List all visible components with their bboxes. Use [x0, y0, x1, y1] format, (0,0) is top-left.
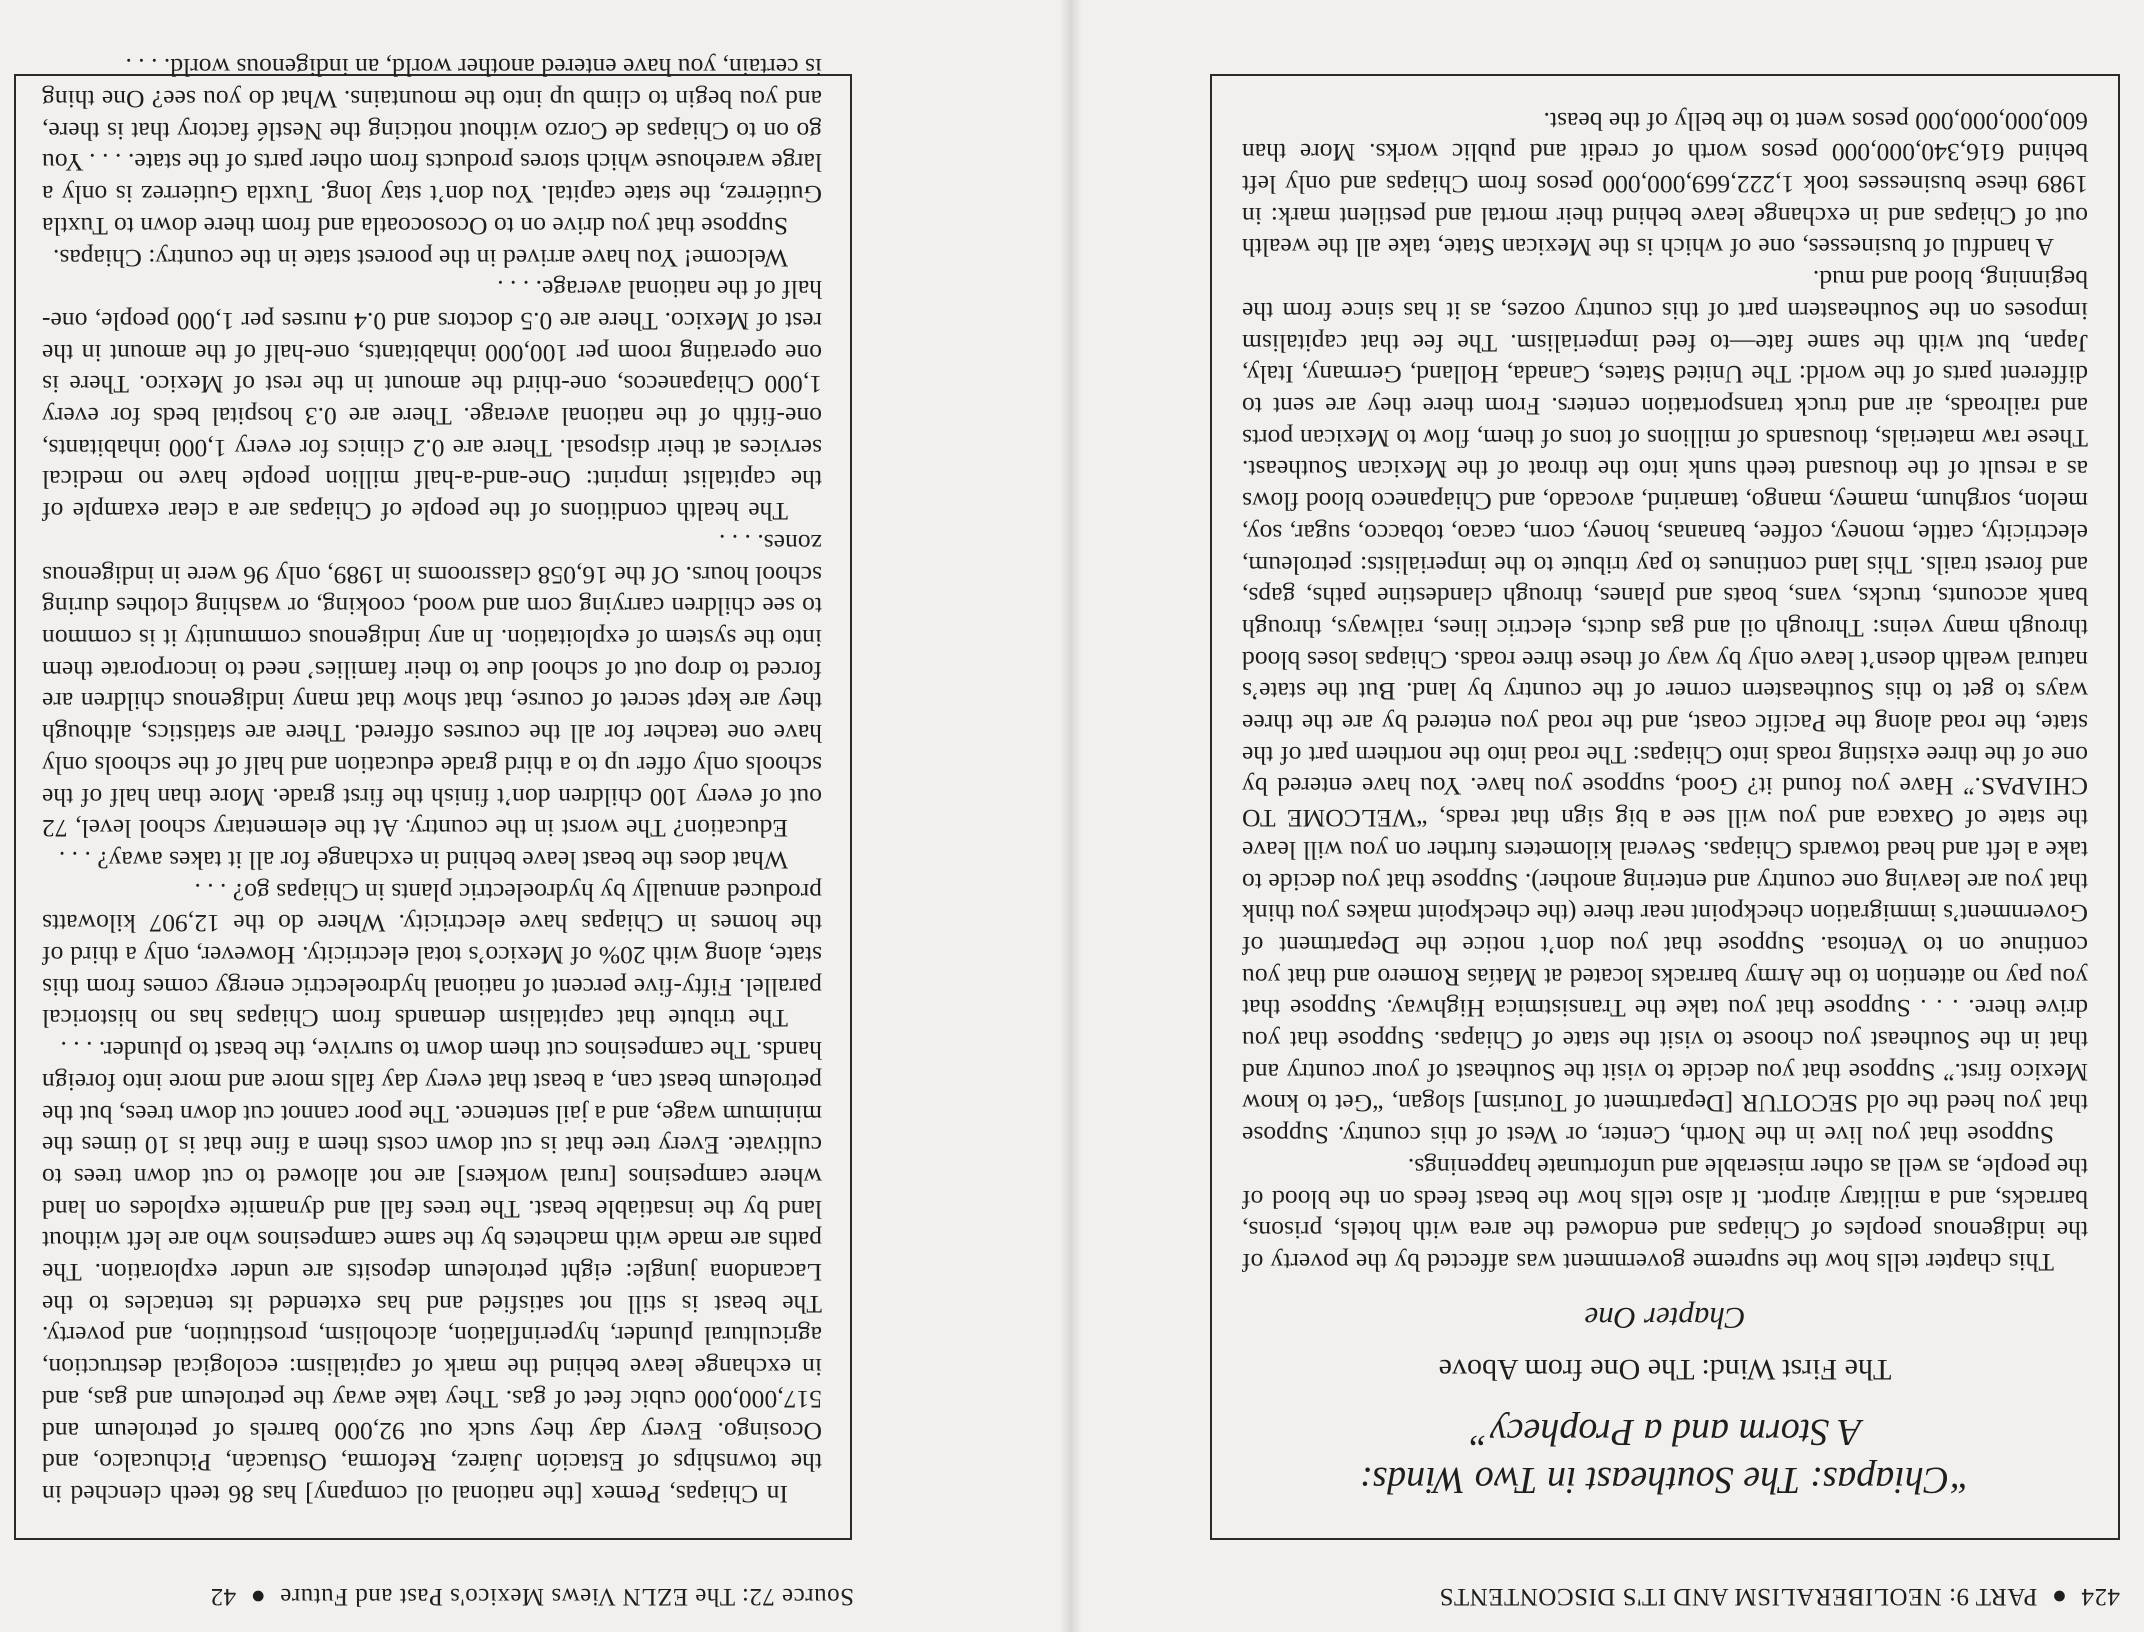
- right-running-head: [210, 1582, 854, 1610]
- bullet-icon: ●: [250, 1583, 266, 1610]
- document-title: [1242, 1408, 2088, 1504]
- source-label: Source 72: The EZLN Views Mexico's Past and Future: [279, 1583, 854, 1610]
- paragraph: In Chiapas, Pemex [the national oil company] has 86 teeth clenched in the townships of Estación Juárez, Reforma, Ostuacán, Pichucalco, and Ocosingo. Every day they suck out 92,000 barrels of petroleum and 517,000,000 cubic feet of gas. They take away the petroleum and gas, and in exchange leave behind the mark of capitalism: ecological destruction, agricultural plunder, hyperinflation, alcoholism, prostitution, and poverty. The beast is still not satisfied and has extended its tentacles to the Lacandona jungle: eight petroleum deposits are under exploration. The paths are made with machetes by the same campesinos who are left without land by the insatiable beast. The trees fall and dynamite explodes on land where campesinos [rural workers] are not allowed to cut down trees to cultivate. Every tree that is cut down costs them a fine that is 10 times the minimum wage, and a jail sentence. The poor cannot cut down trees, but the petroleum beast can, a beast that every day falls more and more into foreign hands. The campesinos cut them down to survive, the beast to plunder. . . .: [42, 1036, 822, 1509]
- bullet-icon: ●: [2051, 1583, 2067, 1610]
- paragraph: Education? The worst in the country. At the elementary school level, 72 out of every 100 children don’t finish the first grade. More than half of the schools only offer up to a third grade education and half of the schools only have one teacher for all the courses offered. There are statistics, although they are kept secret of course, that show that many indigenous children are forced to drop out of school due to their families’ need to incorporate them into the system of exploitation. In any indigenous community it is common to see children carrying corn and wood, cooking, or washing clothes during school hours. Of the 16,058 classrooms in 1989, only 96 were in indigenous zones. . . .: [42, 528, 822, 844]
- left-page-number: 424: [2081, 1583, 2120, 1610]
- chapter-heading: Chapter One: [1584, 1301, 1746, 1336]
- paragraph: Suppose that you live in the North, Center, or West of this country. Suppose that you heed the old SECOTUR [Department of Tourism] slogan, “Get to know Mexico first.” Suppose that you decide to visit the Southeast of your country and that in the Southeast you choose to visit the state of Chiapas. Suppose that you drive there. . . . Suppose that you take the Transistmica Highway. Suppose that you pay no attention to the Army barracks located at Matías Romero and that you continue on to Ventosa. Suppose that you don’t notice the Department of Government’s immigration checkpoint near there (the checkpoint makes you think that you are leaving one country and entering another). Suppose that you decide to take a left and head towards Chiapas. Several kilometers further on you will leave the state of Oaxaca and you will see a big sign that reads, “WELCOME TO CHIAPAS.” Have you found it? Good, suppose you have. You have entered by one of the three existing roads into Chiapas: The road into the northern part of the state, the road along the Pacific coast, and the road you entered by are the three ways to get to this Southeastern corner of the country by land. But the state’s natural wealth doesn’t leave only by way of these three roads. Chiapas loses blood through many veins: Through oil and gas ducts, electric lines, railways, through bank accounts, trucks, vans, boats and planes, through clandestine paths, gaps, and forest trails. This land continues to pay tribute to the imperialists: petroleum, electricity, cattle, money, coffee, bananas, honey, corn, cacao, tobacco, sugar, soy, melon, sorghum, mamey, mango, tamarind, avocado, and Chiapaneco blood flows as a result of the thousand teeth sunk into the throat of the Mexican Southeast. These raw materials, thousands of millions of tons of them, flow to Mexican ports and railroads, air and truck transportation centers. From there they are sent to different parts of the world: The United States, Canada, Holland, Germany, Italy, Japan, but with the same fate—to feed imperialism. The fee that capitalism imposes on the Southeastern part of this country oozes, as it has since from the beginning, blood and mud.: [1242, 265, 2088, 1151]
- part-label: PART 9: NEOLIBERALISM AND IT'S DISCONTENTS: [1439, 1583, 2038, 1610]
- paragraph: The health conditions of the people of Chiapas are a clear example of the capitalist imprint: One-and-a-half million people have no medical services at their disposal. There are 0.2 clinics for every 1,000 inhabitants, one-fifth of the national average. There are 0.3 hospital beds for every 1,000 Chiapanecos, one-third the amount in the rest of Mexico. There is one operating room per 100,000 inhabitants, one-half of the amount in the rest of Mexico. There are 0.5 doctors and 0.4 nurses per 1,000 people, one-half of the national average. . . .: [42, 275, 822, 527]
- left-running-head: [1439, 1582, 2120, 1610]
- paragraph: The tribute that capitalism demands from Chiapas has no historical parallel. Fifty-five percent of national hydroelectric energy comes from this state, along with 20% of Mexico’s total electricity. However, only a third of the homes in Chiapas have electricity. Where do the 12,907 kilowatts produced annually by hydroelectric plants in Chiapas go? . . .: [42, 877, 822, 1034]
- right-body-text: [42, 52, 822, 1510]
- paragraph: Welcome! You have arrived in the poorest state in the country: Chiapas.: [53, 243, 788, 273]
- paragraph: What does the beast leave behind in exchange for all it takes away? . . .: [58, 845, 788, 875]
- title-line-1: “Chiapas: The Southeast in Two Winds:: [1359, 1459, 1971, 1501]
- paragraph: Suppose that you drive on to Ocosocoatla and from there down to Tuxtla Gutiérrez, the state capital. You don’t stay long. Tuxtla Gutierrez is only a large warehouse which stores products from other parts of the state. . . . You go on to Chiapas de Corzo without noticing the Nestlé factory that is there, and you begin to climb up into the mountains. What do you see? One thing is certain, you have entered another world, an indigenous world. . . .: [42, 53, 822, 241]
- left-page: [1094, 0, 2144, 1632]
- left-text-box: [1210, 74, 2120, 1540]
- book-gutter: [1060, 0, 1082, 1632]
- right-page: [0, 0, 1044, 1632]
- right-text-box: [14, 53, 852, 1540]
- wind-heading: The First Wind: The One from Above: [1438, 1353, 1892, 1386]
- right-page-number: 42: [210, 1583, 237, 1610]
- left-body-text: [1242, 105, 2088, 1278]
- title-line-2: A Storm and a Prophecy”: [1468, 1411, 1862, 1453]
- paragraph: A handful of businesses, one of which is the Mexican State, take all the wealth out of Chiapas and in exchange leave behind their mortal and pestilent mark: in 1989 these businesses took 1,222,669,000,000 pesos from Chiapas and only left behind 616,340,000,000 pesos worth of credit and public works. More than 600,000,000,000 pesos went to the belly of the beast.: [1242, 106, 2088, 263]
- paragraph: This chapter tells how the supreme government was affected by the poverty of the indigenous peoples of Chiapas and endowed the area with hotels, prisons, barracks, and a military airport. It also tells how the beast feeds on the blood of the people, as well as other miserable and unfortunate happenings.: [1242, 1152, 2088, 1277]
